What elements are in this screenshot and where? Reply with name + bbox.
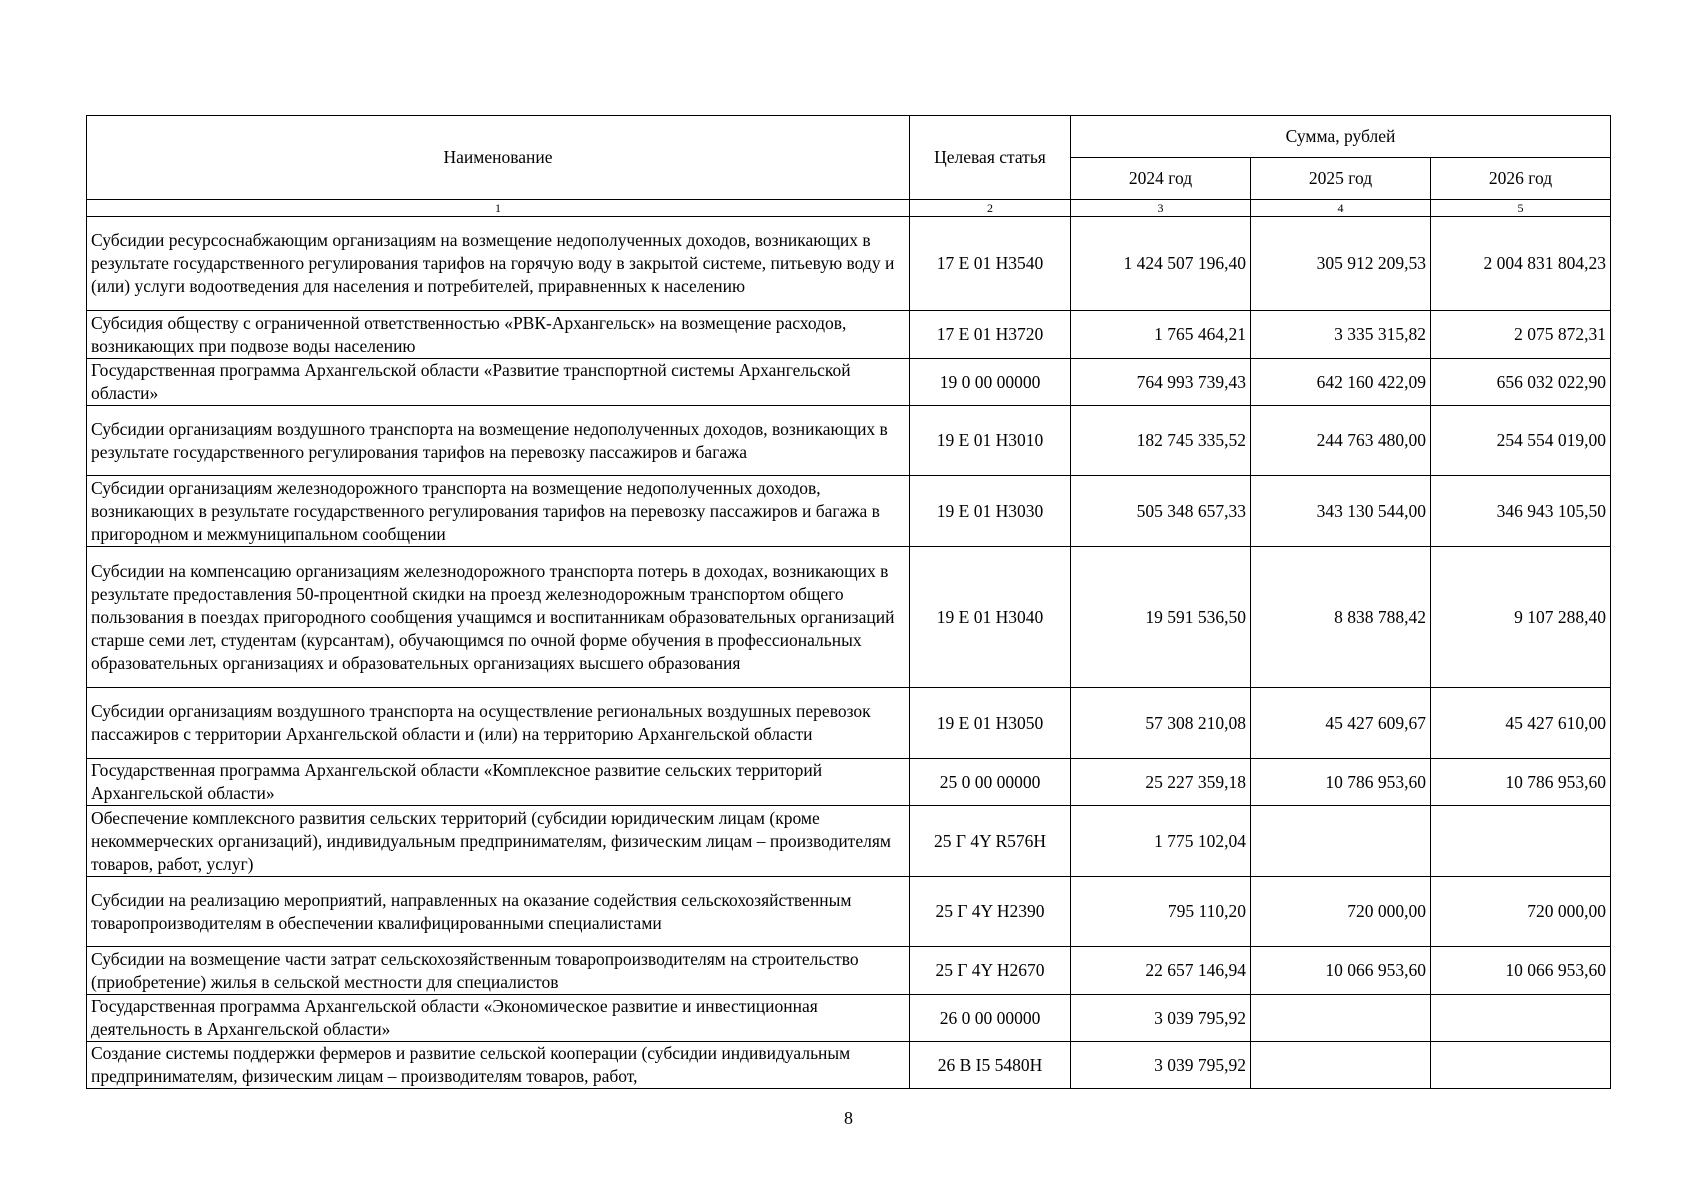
row-sum-2024: 25 227 359,18 — [1071, 759, 1251, 806]
table-row — [87, 217, 1611, 311]
row-sum-2026: 346 943 105,50 — [1431, 476, 1611, 547]
row-sum-2024: 795 110,20 — [1071, 877, 1251, 947]
column-number: 1 — [87, 200, 910, 217]
row-sum-2024: 1 765 464,21 — [1071, 311, 1251, 359]
row-name: Субсидии организациям воздушного транспорта на возмещение недополученных доходов, возникающих в результате государственного регулирования тарифов на перевозку пассажиров и багажа — [87, 406, 910, 476]
table-row — [87, 877, 1611, 947]
budget-table — [86, 115, 1611, 1089]
row-sum-2026: 45 427 610,00 — [1431, 688, 1611, 759]
row-sum-2025: 642 160 422,09 — [1251, 359, 1431, 406]
table-row — [87, 359, 1611, 406]
row-code: 19 Е 01 Н3050 — [910, 688, 1071, 759]
row-code: 25 0 00 00000 — [910, 759, 1071, 806]
row-name: Обеспечение комплексного развития сельских территорий (субсидии юридическим лицам (кроме некоммерческих организаций), индивидуальным предпринимателям, физическим лицам – производителям товаров, работ, услуг) — [87, 806, 910, 877]
row-sum-2024: 1 775 102,04 — [1071, 806, 1251, 877]
header-name: Наименование — [87, 116, 910, 200]
row-sum-2025 — [1251, 1042, 1431, 1089]
row-sum-2025 — [1251, 995, 1431, 1042]
row-code: 17 Е 01 Н3540 — [910, 217, 1071, 311]
row-sum-2026: 2 075 872,31 — [1431, 311, 1611, 359]
row-sum-2026: 9 107 288,40 — [1431, 547, 1611, 688]
row-sum-2026 — [1431, 995, 1611, 1042]
column-number-row — [87, 200, 1611, 217]
table-row — [87, 759, 1611, 806]
header-year-2025: 2025 год — [1251, 158, 1431, 200]
row-name: Субсидии организациям воздушного транспорта на осуществление региональных воздушных перевозок пассажиров с территории Архангельской области и (или) на территорию Архангельской области — [87, 688, 910, 759]
row-code: 19 0 00 00000 — [910, 359, 1071, 406]
row-name: Государственная программа Архангельской области «Экономическое развитие и инвестиционная деятельность в Архангельской области» — [87, 995, 910, 1042]
row-sum-2026: 720 000,00 — [1431, 877, 1611, 947]
table-row — [87, 688, 1611, 759]
row-sum-2024: 3 039 795,92 — [1071, 995, 1251, 1042]
row-name: Субсидия обществу с ограниченной ответственностью «РВК-Архангельск» на возмещение расходов, возникающих при подвозе воды населению — [87, 311, 910, 359]
row-sum-2026 — [1431, 806, 1611, 877]
row-sum-2025: 244 763 480,00 — [1251, 406, 1431, 476]
row-sum-2025: 10 066 953,60 — [1251, 947, 1431, 995]
row-name: Субсидии ресурсоснабжающим организациям на возмещение недополученных доходов, возникающих в результате государственного регулирования тарифов на горячую воду в закрытой системе, питьевую воду и (или) услуги водоотведения для населения и потребителей, приравненных к населению — [87, 217, 910, 311]
row-sum-2025 — [1251, 806, 1431, 877]
row-code: 25 Г 4Y Н2390 — [910, 877, 1071, 947]
row-name: Создание системы поддержки фермеров и развитие сельской кооперации (субсидии индивидуальным предпринимателям, физическим лицам – производителям товаров, работ, — [87, 1042, 910, 1089]
row-sum-2025: 8 838 788,42 — [1251, 547, 1431, 688]
row-sum-2024: 1 424 507 196,40 — [1071, 217, 1251, 311]
row-name: Государственная программа Архангельской области «Комплексное развитие сельских территорий Архангельской области» — [87, 759, 910, 806]
row-sum-2026: 254 554 019,00 — [1431, 406, 1611, 476]
row-code: 25 Г 4Y R576Н — [910, 806, 1071, 877]
column-number: 5 — [1431, 200, 1611, 217]
table-row — [87, 406, 1611, 476]
page-number: 8 — [844, 1108, 853, 1128]
row-name: Государственная программа Архангельской области «Развитие транспортной системы Архангельской области» — [87, 359, 910, 406]
row-sum-2025: 343 130 544,00 — [1251, 476, 1431, 547]
row-sum-2025: 10 786 953,60 — [1251, 759, 1431, 806]
table-row — [87, 547, 1611, 688]
row-sum-2026: 10 066 953,60 — [1431, 947, 1611, 995]
row-sum-2024: 182 745 335,52 — [1071, 406, 1251, 476]
column-number: 2 — [910, 200, 1071, 217]
row-code: 26 0 00 00000 — [910, 995, 1071, 1042]
row-sum-2024: 57 308 210,08 — [1071, 688, 1251, 759]
row-code: 25 Г 4Y Н2670 — [910, 947, 1071, 995]
row-name: Субсидии на реализацию мероприятий, направленных на оказание содействия сельскохозяйственным товаропроизводителям в обеспечении квалифицированными специалистами — [87, 877, 910, 947]
row-sum-2025: 3 335 315,82 — [1251, 311, 1431, 359]
table-row — [87, 476, 1611, 547]
row-sum-2024: 22 657 146,94 — [1071, 947, 1251, 995]
row-sum-2024: 3 039 795,92 — [1071, 1042, 1251, 1089]
header-code: Целевая статья — [910, 116, 1071, 200]
table-row — [87, 1042, 1611, 1089]
column-number: 3 — [1071, 200, 1251, 217]
row-sum-2026: 2 004 831 804,23 — [1431, 217, 1611, 311]
row-name: Субсидии на компенсацию организациям железнодорожного транспорта потерь в доходах, возникающих в результате предоставления 50-процентной скидки на проезд железнодорожным транспортом общего пользования в поездах пригородного сообщения учащимся и воспитанникам образовательных организаций старше семи лет, студентам (курсантам), обучающимся по очной форме обучения в профессиональных образовательных организациях и образовательных организациях высшего образования — [87, 547, 910, 688]
row-code: 19 Е 01 Н3040 — [910, 547, 1071, 688]
header-year-2024: 2024 год — [1071, 158, 1251, 200]
row-sum-2026: 10 786 953,60 — [1431, 759, 1611, 806]
row-name: Субсидии организациям железнодорожного транспорта на возмещение недополученных доходов, возникающих в результате государственного регулирования тарифов на перевозку пассажиров и багажа в пригородном и межмуниципальном сообщении — [87, 476, 910, 547]
row-code: 19 Е 01 Н3030 — [910, 476, 1071, 547]
table-row — [87, 311, 1611, 359]
table-row — [87, 806, 1611, 877]
row-sum-2025: 720 000,00 — [1251, 877, 1431, 947]
header-year-2026: 2026 год — [1431, 158, 1611, 200]
row-sum-2026 — [1431, 1042, 1611, 1089]
row-sum-2026: 656 032 022,90 — [1431, 359, 1611, 406]
row-sum-2025: 305 912 209,53 — [1251, 217, 1431, 311]
row-code: 26 В I5 5480Н — [910, 1042, 1071, 1089]
column-number: 4 — [1251, 200, 1431, 217]
row-sum-2025: 45 427 609,67 — [1251, 688, 1431, 759]
row-name: Субсидии на возмещение части затрат сельскохозяйственным товаропроизводителям на строительство (приобретение) жилья в сельской местности для специалистов — [87, 947, 910, 995]
header-sum: Сумма, рублей — [1071, 116, 1611, 158]
row-sum-2024: 505 348 657,33 — [1071, 476, 1251, 547]
table-row — [87, 947, 1611, 995]
table-row — [87, 995, 1611, 1042]
row-code: 19 Е 01 Н3010 — [910, 406, 1071, 476]
row-sum-2024: 19 591 536,50 — [1071, 547, 1251, 688]
row-code: 17 Е 01 Н3720 — [910, 311, 1071, 359]
row-sum-2024: 764 993 739,43 — [1071, 359, 1251, 406]
